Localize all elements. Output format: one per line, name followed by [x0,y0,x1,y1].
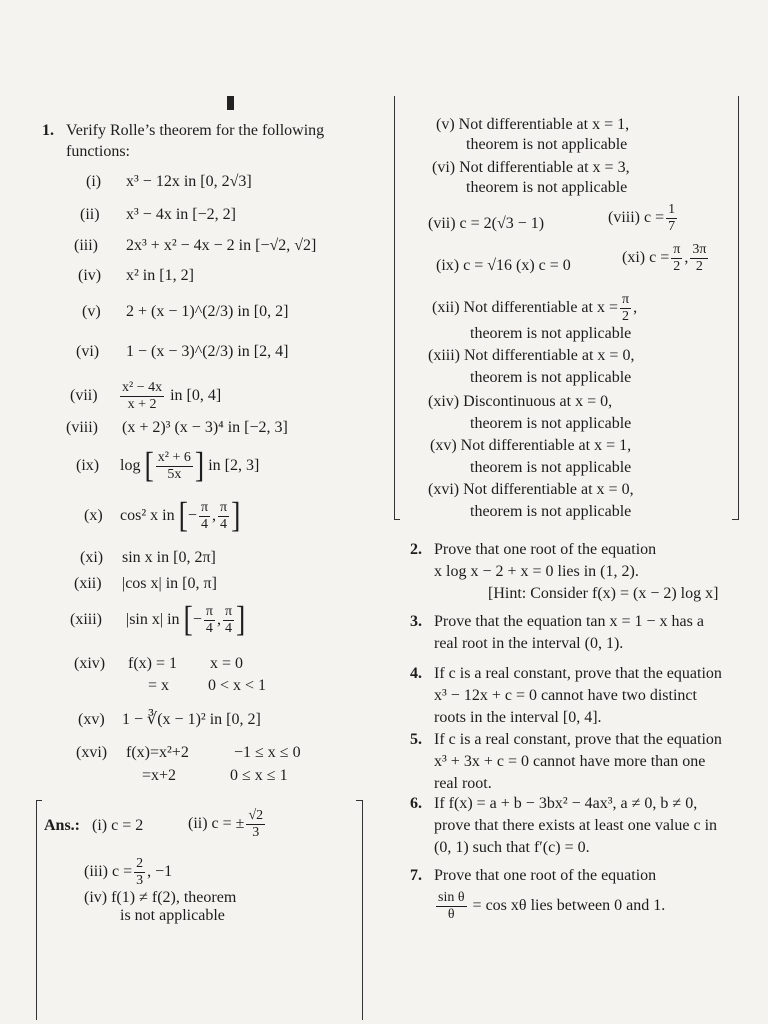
ans-xv [430,436,631,456]
frac-den: x + 2 [127,396,157,412]
ans-v-line2: theorem is not applicable [466,136,628,153]
q2-line1: Prove that one root of the equation [434,541,657,558]
frac-den: 4 [205,620,213,636]
frac-den: 3 [136,872,144,888]
item-expr: in [0, 4] [170,387,222,404]
frac-den: θ [447,906,455,922]
frac-num: √2 [248,807,264,823]
ans-text: Not differentiable at x = 3, [459,159,630,176]
ans-fraction [690,242,708,275]
ans-xvi-line2: theorem is not applicable [470,503,632,520]
ans-xii: (xii) Not differentiable at x = $\frac{\pi}{2}$ , [432,291,638,324]
ans-xiii [428,346,634,366]
ans-xiii-line2: theorem is not applicable [470,369,632,386]
ans-xiv-line2: theorem is not applicable [470,415,632,432]
q4-line1: If c is a real constant, prove that the equation [434,665,722,682]
ans-fraction [620,292,631,325]
q7-text: = cos xθ lies between 0 and 1. [472,897,666,914]
ans-box-corner [36,800,42,801]
frac-num: 2 [136,855,144,871]
ans-label: (viii) c = [608,209,665,226]
q2-hint: [Hint: Consider f(x) = (x − 2) log x] [488,585,719,602]
frac-den: 2 [622,308,630,324]
ans-ix: (ix) c = √16 (x) c = 0 [436,257,571,274]
ans-box2-corner [732,519,738,520]
item-fraction [204,604,215,637]
ans-label: (ii) c = ± [188,815,245,832]
ans-text: Not differentiable at x = 1, [458,116,630,133]
frac-den: 4 [220,516,228,532]
ans-viii [608,198,679,238]
frac-num: π [622,291,630,307]
frac-num: x² + 6 [157,449,191,465]
item-label: (iv) [78,267,102,284]
ans-title: Ans.: [44,817,81,834]
q1-number: 1. [42,122,54,139]
item-x: (x) cos² x in [− $\frac{\pi}{4}$ , $\frac{\pi}{4}$ ] [84,495,241,536]
piece-expr: = x [148,677,170,694]
ans-vi [432,158,630,178]
item-prefix: cos² x in [120,507,175,524]
ans-ii [188,804,267,844]
q3-number: 3. [410,613,422,630]
item-v [82,302,288,322]
item-prefix: log [120,457,141,474]
item-expr: 1 − (x − 3)^(2/3) in [2, 4] [126,343,289,360]
item-label: (v) [82,303,101,320]
ans-text: Not differentiable at x = 0, [463,481,634,498]
frac-den: 7 [668,218,676,234]
ans-label: (xiii) [428,347,460,364]
ans-box-corner [356,800,362,801]
item-xiii: (xiii) |sin x| in [− $\frac{\pi}{4}$ , $\frac{\pi}{4}$ ] [70,599,246,640]
item-label: (xiv) [74,655,106,672]
item-label: (xvi) [76,744,108,761]
ans-label: (v) [436,116,455,133]
q1-text-line2: functions: [66,143,130,160]
ans-vi-line2: theorem is not applicable [466,179,628,196]
ans-label: (xi) c = [622,249,670,266]
item-label: (i) [86,173,102,190]
ans-vii: (vii) c = 2(√3 − 1) [428,215,545,232]
bracket-close: ] [231,495,241,536]
frac-den: 4 [225,620,232,636]
ans-v [436,115,629,135]
q7-line2 [434,884,665,928]
frac-den: 5x [167,466,182,482]
item-iii [74,236,316,256]
item-xi [80,548,216,568]
ink-mark [227,96,234,110]
item-expr: 1 − ∛(x − 1)² in [0, 2] [122,711,261,728]
ans-iii [84,852,172,892]
item-expr: sin x in [0, 2π] [122,549,216,566]
ans-xv-line2: theorem is not applicable [470,459,632,476]
piece-expr: f(x)=x²+2 [126,744,189,761]
q6-number: 6. [410,795,422,812]
ans-label: (xii) [432,299,460,316]
item-label: (xiii) [70,611,102,628]
item-prefix: |sin x| in [126,611,180,628]
q7-number: 7. [410,867,422,884]
item-label: (ii) [80,206,100,223]
frac-num: π [673,241,681,257]
ans-box-left-border [36,800,37,1020]
ans-box-right-border [362,800,363,1020]
item-expr: |cos x| in [0, π] [122,575,217,592]
item-label: (viii) [66,419,98,436]
piece-expr: f(x) = 1 [128,655,178,672]
item-ix [76,446,259,486]
item-iv [78,266,194,286]
frac-num: π [205,603,213,619]
q4-line2: x³ − 12x + c = 0 cannot have two distinct [434,687,697,704]
item-expr: x² in [1, 2] [126,267,194,284]
q2-number: 2. [410,541,422,558]
frac-num: π [220,499,228,515]
item-expr: in [2, 3] [208,457,260,474]
item-label: (xii) [74,575,102,592]
frac-num: π [224,603,233,619]
ans-text: Discontinuous at x = 0, [463,393,613,410]
q7-fraction [436,890,467,923]
ans-xii-line2: theorem is not applicable [470,325,632,342]
frac-num: x² − 4x [122,379,163,395]
item-label: (vi) [76,343,100,360]
ans-label: (xvi) [428,481,460,498]
piece-domain: 0 ≤ x ≤ 1 [230,767,288,784]
frac-den: 2 [695,258,703,274]
item-fraction [120,380,164,413]
item-xvi-line2 [142,766,288,786]
q6-line2: prove that there exists at least one value c in [434,817,718,834]
ans-label: (vi) [432,159,456,176]
item-i [86,172,252,192]
ans-iv-line2: is not applicable [120,907,225,924]
item-label: (xi) [80,549,104,566]
item-expr: 2 + (x − 1)^(2/3) in [0, 2] [126,303,289,320]
q5-number: 5. [410,731,422,748]
q4-number: 4. [410,665,422,682]
q6-line3: (0, 1) such that f′(c) = 0. [434,839,590,856]
frac-num: sin θ [438,889,465,905]
ans-iv-line1: (iv) f(1) ≠ f(2), theorem [84,889,237,906]
q6-line1: If f(x) = a + b − 3bx² − 4ax³, a ≠ 0, b ≠ 0, [434,795,698,812]
ans-text: Not differentiable at x = [463,299,618,316]
item-fraction [156,450,193,483]
q5-line1: If c is a real constant, prove that the equation [434,731,722,748]
q2-line2: x log x − 2 + x = 0 lies in (1, 2). [434,563,639,580]
item-label: (xv) [78,711,105,728]
frac-den: 4 [200,516,208,532]
q3-line1: Prove that the equation tan x = 1 − x has a [434,613,704,630]
q5-line3: real root. [434,775,492,792]
item-label: (x) [84,507,103,524]
item-viii [66,418,288,438]
ans-xiv [428,392,612,412]
q4-line3: roots in the interval [0, 4]. [434,709,602,726]
item-expr: x³ − 4x in [−2, 2] [126,206,236,223]
ans-box2-left-border [394,96,395,520]
item-xiv-line2 [148,676,266,696]
ans-i: (i) c = 2 [92,817,144,834]
bracket-open: [ [183,599,193,640]
bracket-close: ] [236,599,246,640]
item-vii [70,376,221,416]
frac-num: 1 [668,201,676,217]
frac-den: 2 [673,258,681,274]
bracket-open: [ [144,445,154,486]
item-label: (ix) [76,457,100,474]
item-xv [78,710,261,730]
ans-fraction [246,808,265,841]
ans-fraction [671,242,682,275]
ans-label: (iii) c = [84,863,133,880]
frac-den: 3 [252,824,260,840]
item-fraction [223,604,234,637]
piece-domain: 0 < x < 1 [208,677,267,694]
piece-expr: =x+2 [142,767,177,784]
q1-text-line1: Verify Rolle’s theorem for the following [66,122,325,139]
item-fraction [199,500,210,533]
ans-box2-right-border [738,96,739,520]
piece-domain: −1 ≤ x ≤ 0 [234,744,301,761]
item-label: (vii) [70,387,98,404]
ans-fraction [666,202,677,235]
ans-xi: (xi) c = $\frac{\pi}{2}$ , $\frac{3\pi}{2}$ [622,241,707,274]
item-xvi [76,743,301,763]
item-label: (iii) [74,237,98,254]
item-fraction [218,500,229,533]
frac-num: π [200,499,209,515]
q5-line2: x³ + 3x + c = 0 cannot have more than one [434,753,706,770]
bracket-close: ] [194,445,205,486]
frac-num: 3π [692,241,707,257]
ans-text: Not differentiable at x = 0, [464,347,635,364]
q7-line1: Prove that one root of the equation [434,867,657,884]
ans-text: Not differentiable at x = 1, [460,437,632,454]
q3-line2: real root in the interval (0, 1). [434,635,624,652]
ans-label: (xv) [430,437,457,454]
item-expr: (x + 2)³ (x − 3)⁴ in [−2, 3] [122,419,288,436]
item-xii [74,574,217,594]
bracket-open: [ [178,495,188,536]
item-xiv [74,654,243,674]
item-expr: 2x³ + x² − 4x − 2 in [−√2, √2] [126,237,317,254]
ans-fraction [134,856,145,889]
ans-rest: , −1 [147,863,173,880]
piece-domain: x = 0 [210,655,244,672]
item-expr: x³ − 12x in [0, 2√3] [126,173,252,190]
ans-xvi [428,480,634,500]
item-ii [80,205,236,225]
ans-label: (xiv) [428,393,460,410]
item-vi [76,342,288,362]
ans-box2-corner [394,519,400,520]
